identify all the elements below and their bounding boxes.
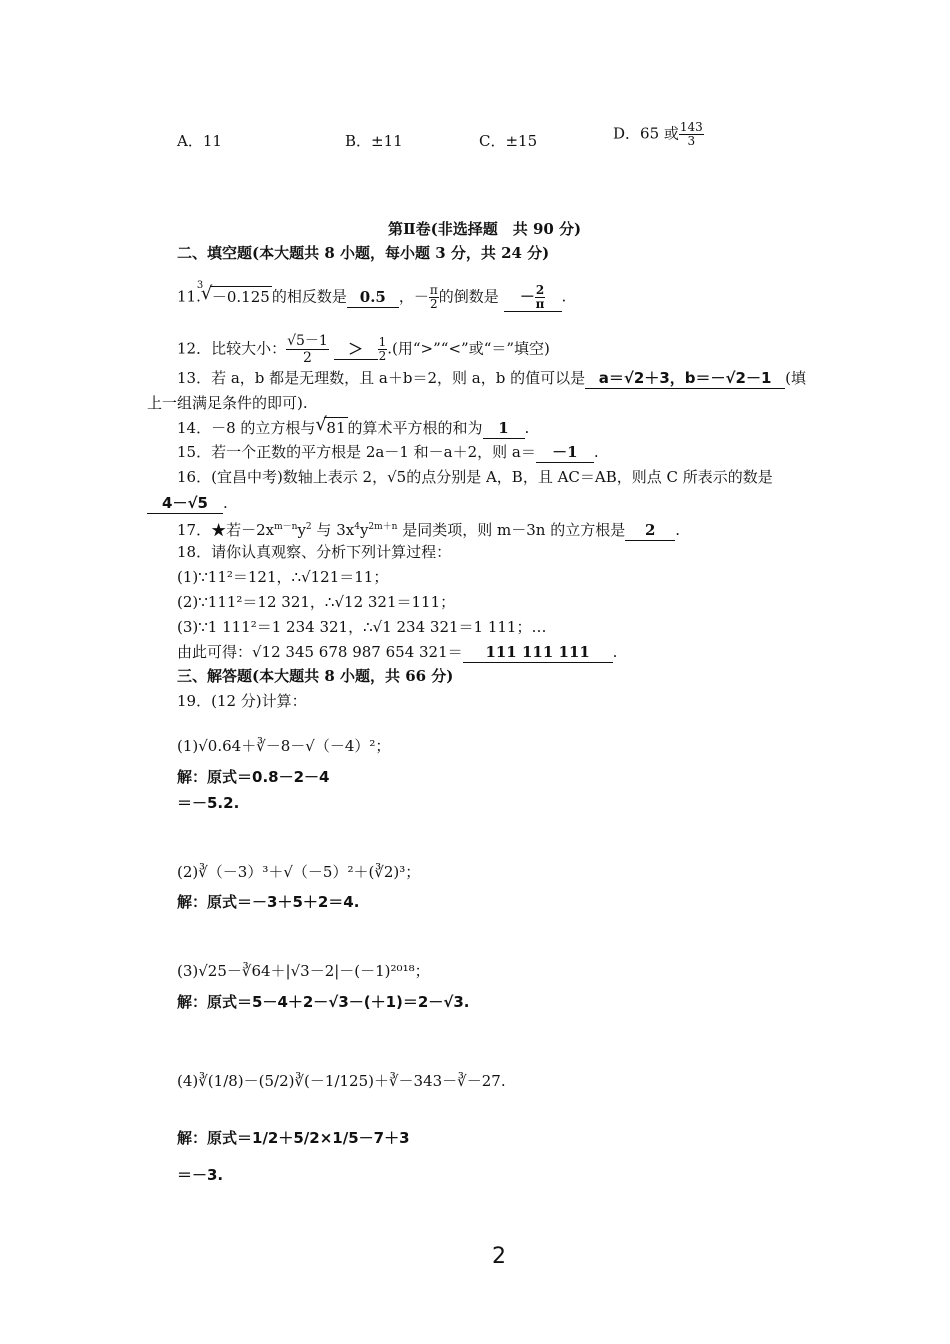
q18-line1: (1)∵11²＝121，∴√121＝11；	[177, 568, 389, 586]
q19-4-solution-2: ＝－3.	[177, 1166, 224, 1184]
q16-line1: 16．(宜昌中考)数轴上表示 2，√5的点分别是 A，B，且 AC＝AB，则点 C 所表示的数是	[177, 468, 773, 486]
q18-line4: 由此可得：√12 345 678 987 654 321＝ 111 111 111 .	[177, 643, 618, 661]
q10-options-row	[177, 120, 703, 151]
q18-title: 18．请你认真观察、分析下列计算过程：	[177, 543, 452, 561]
q19-4-expr: (4)∛(1/8)－(5/2)∛(－1/125)＋∛－343－∛－27.	[177, 1072, 506, 1090]
q19-4-solution: 解：原式＝1/2＋5/2×1/5－7＋3	[177, 1129, 410, 1147]
section3-title: 三、解答题(本大题共 8 小题，共 66 分)	[177, 667, 454, 685]
option-a: A．11	[177, 132, 222, 150]
q18-answer: 111 111 111	[463, 642, 613, 663]
q14-answer: 1	[483, 418, 525, 439]
q19-title: 19．(12 分)计算：	[177, 692, 307, 710]
q19-1-solution: 解：原式＝0.8－2－4	[177, 768, 330, 786]
option-d: D．65 或 $\frac{143}{3}$	[613, 120, 703, 148]
q13-line1: 13．若 a，b 都是无理数，且 a＋b＝2，则 a，b 的值可以是 a＝√2＋3，b＝－√2－1 (填	[177, 369, 806, 387]
q11-answer-2: － $\frac{2}{\pi}$	[504, 284, 562, 312]
q19-1-expr: (1)√0.64＋∛－8－√（－4）²；	[177, 737, 391, 755]
q15: 15．若一个正数的平方根是 2a－1 和－a＋2，则 a＝ －1 .	[177, 443, 599, 461]
q19-3-solution: 解：原式＝5－4＋2－√3－(＋1)＝2－√3.	[177, 993, 470, 1011]
q15-answer: －1	[536, 442, 594, 463]
q12: 12．比较大小： $\frac{√5-1}{2}$ ＞ $\frac{1}{2}$ .(用“>”“<”或“＝”填空)	[177, 333, 550, 366]
q16-line2: 4－√5 .	[147, 493, 228, 514]
page-number: 2	[492, 1244, 506, 1269]
q13-line2: 上一组满足条件的即可).	[147, 394, 308, 412]
option-c: C．±15	[479, 132, 538, 150]
option-b: B．±11	[345, 132, 403, 150]
part2-title: 第Ⅱ卷(非选择题 共 90 分)	[388, 220, 582, 238]
q14: 14．－8 的立方根与 √ 81 的算术平方根的和为 1 .	[177, 414, 530, 437]
q19-1-solution-2: ＝－5.2.	[177, 794, 240, 812]
q11-answer-1: 0.5	[347, 287, 399, 308]
q17: 17．★若$-2x^{m-n}y^2$ 与 $3x^4y^{2m+n}$ 是同类项，则 m－3n 的立方根是 2 .	[177, 521, 680, 539]
q17-answer: 2	[625, 520, 675, 541]
q19-3-expr: (3)√25－∛64＋|√3－2|－(－1)²⁰¹⁸；	[177, 962, 430, 980]
q13-answer: a＝√2＋3，b＝－√2－1	[585, 368, 785, 389]
q19-2-solution: 解：原式＝－3＋5＋2＝4.	[177, 893, 360, 911]
q12-answer: ＞	[334, 339, 378, 360]
section2-title: 二、填空题(本大题共 8 小题，每小题 3 分，共 24 分)	[177, 244, 550, 262]
q16-answer: 4－√5	[147, 493, 223, 514]
q18-line2: (2)∵111²＝12 321，∴√12 321＝111；	[177, 593, 456, 611]
q11: 11. 3 √ －0.125 的相反数是 0.5 ，－ $\frac{\pi}{2}$ 的倒数是 － $\frac{2}{\pi}$ .	[177, 279, 567, 311]
q18-line3: (3)∵1 111²＝1 234 321，∴√1 234 321＝1 111；…	[177, 618, 547, 636]
q19-2-expr: (2)∛（－3）³＋√（－5）²＋(∛2)³；	[177, 863, 421, 881]
